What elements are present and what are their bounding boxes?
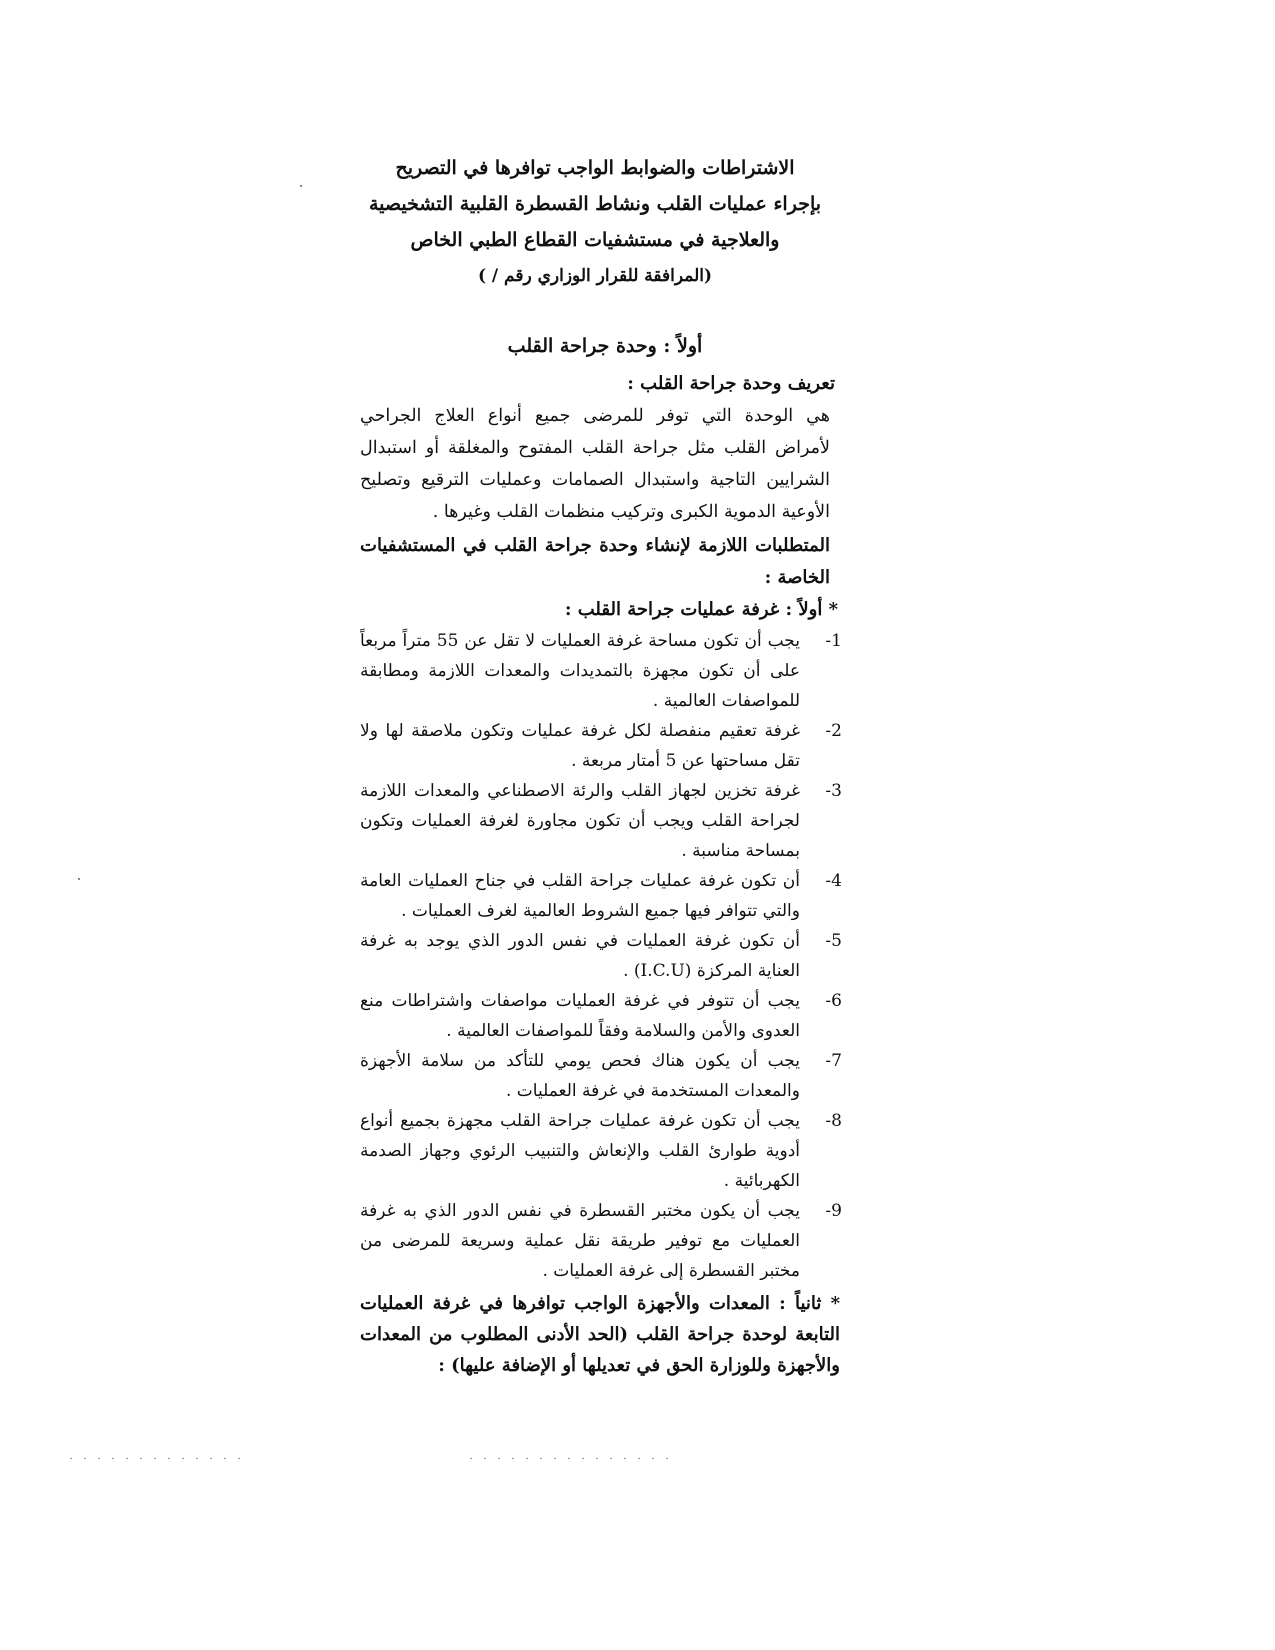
item-text: يجب أن تكون غرفة عمليات جراحة القلب مجهزة بجميع أنواع أدوية طوارئ القلب والإنعاش والتنبيب الرئوي وجهاز الصدمة الكهربائية . <box>360 1111 800 1191</box>
definition-text: هي الوحدة التي توفر للمرضى جميع أنواع العلاج الجراحي لأمراض القلب مثل جراحة القلب المفتوح والمغلقة أو استبدال الشرايين التاجية واستبدال الصمامات وعمليات الترقيع وتصليح الأوعية الدموية الكبرى وتركيب منظمات القلب وغيرها . <box>360 406 830 522</box>
item-number: 6- <box>825 991 842 1011</box>
list-item <box>360 1046 842 1106</box>
item-text: أن تكون غرفة عمليات جراحة القلب في جناح العمليات العامة والتي تتوافر فيها جميع الشروط العالمية لغرف العمليات . <box>360 871 800 921</box>
title-line-4: (المرافقة للقرار الوزاري رقم / ) <box>477 266 713 286</box>
requirements-heading: المتطلبات اللازمة لإنشاء وحدة جراحة القلب في المستشفيات الخاصة : <box>360 535 830 588</box>
list-item <box>360 716 842 776</box>
item-number: 5- <box>825 931 842 951</box>
part1-list <box>360 626 842 1286</box>
item-text: غرفة تعقيم منفصلة لكل غرفة عمليات وتكون ملاصقة لها ولا تقل مساحتها عن 5 أمتار مربعة . <box>360 721 800 771</box>
list-item <box>360 986 842 1046</box>
title-line-1: الاشتراطات والضوابط الواجب توافرها في التصريح <box>395 157 795 179</box>
item-text: يجب أن تتوفر في غرفة العمليات مواصفات واشتراطات منع العدوى والأمن والسلامة وفقاً للمواصفات العالمية . <box>360 991 800 1041</box>
definition-heading: تعريف وحدة جراحة القلب : <box>627 373 835 394</box>
item-number: 3- <box>825 781 842 801</box>
item-number: 2- <box>825 721 842 741</box>
list-item <box>360 626 842 716</box>
item-number: 9- <box>825 1201 842 1221</box>
document-title <box>360 150 830 294</box>
title-line-3: والعلاجية في مستشفيات القطاع الطبي الخاص <box>410 229 780 251</box>
item-text: يجب أن تكون مساحة غرفة العمليات لا تقل عن 55 متراً مربعاً على أن تكون مجهزة بالتمديدات والمعدات اللازمة ومطابقة للمواصفات العالمية . <box>360 631 801 711</box>
list-item <box>360 1196 842 1286</box>
item-number: 7- <box>825 1051 842 1071</box>
item-number: 8- <box>825 1111 842 1131</box>
list-item <box>360 776 842 866</box>
document-page <box>360 150 842 1381</box>
item-text: أن تكون غرفة العمليات في نفس الدور الذي يوجد به غرفة العناية المركزة (I.C.U) . <box>360 931 800 981</box>
scan-noise-bottom-left <box>70 1458 250 1459</box>
list-item <box>360 1106 842 1196</box>
item-number: 4- <box>825 871 842 891</box>
list-item <box>360 866 842 926</box>
item-text: يجب أن يكون هناك فحص يومي للتأكد من سلامة الأجهزة والمعدات المستخدمة في غرفة العمليات . <box>360 1051 800 1101</box>
item-text: غرفة تخزين لجهاز القلب والرئة الاصطناعي والمعدات اللازمة لجراحة القلب ويجب أن تكون مجاورة لغرفة العمليات وتكون بمساحة مناسبة . <box>360 781 800 861</box>
scan-dot <box>78 878 80 880</box>
item-text: يجب أن يكون مختبر القسطرة في نفس الدور الذي به غرفة العمليات مع توفير طريقة نقل عملية وسريعة للمرضى من مختبر القسطرة إلى غرفة العمليات . <box>360 1201 800 1281</box>
list-item <box>360 926 842 986</box>
scan-noise-bottom-mid <box>470 1458 680 1459</box>
scan-dot <box>300 185 302 187</box>
title-line-2: بإجراء عمليات القلب ونشاط القسطرة القلبية التشخيصية <box>368 193 822 215</box>
part1-heading: * أولاً : غرفة عمليات جراحة القلب : <box>564 599 838 620</box>
part2-heading: * ثانياً : المعدات والأجهزة الواجب توافرها في غرفة العمليات التابعة لوحدة جراحة القلب (الحد الأدنى المطلوب من المعدات والأجهزة وللوزارة الحق في تعديلها أو الإضافة عليها) : <box>360 1293 840 1376</box>
section-heading: أولاً : وحدة جراحة القلب <box>507 335 703 357</box>
item-number: 1- <box>825 631 842 651</box>
